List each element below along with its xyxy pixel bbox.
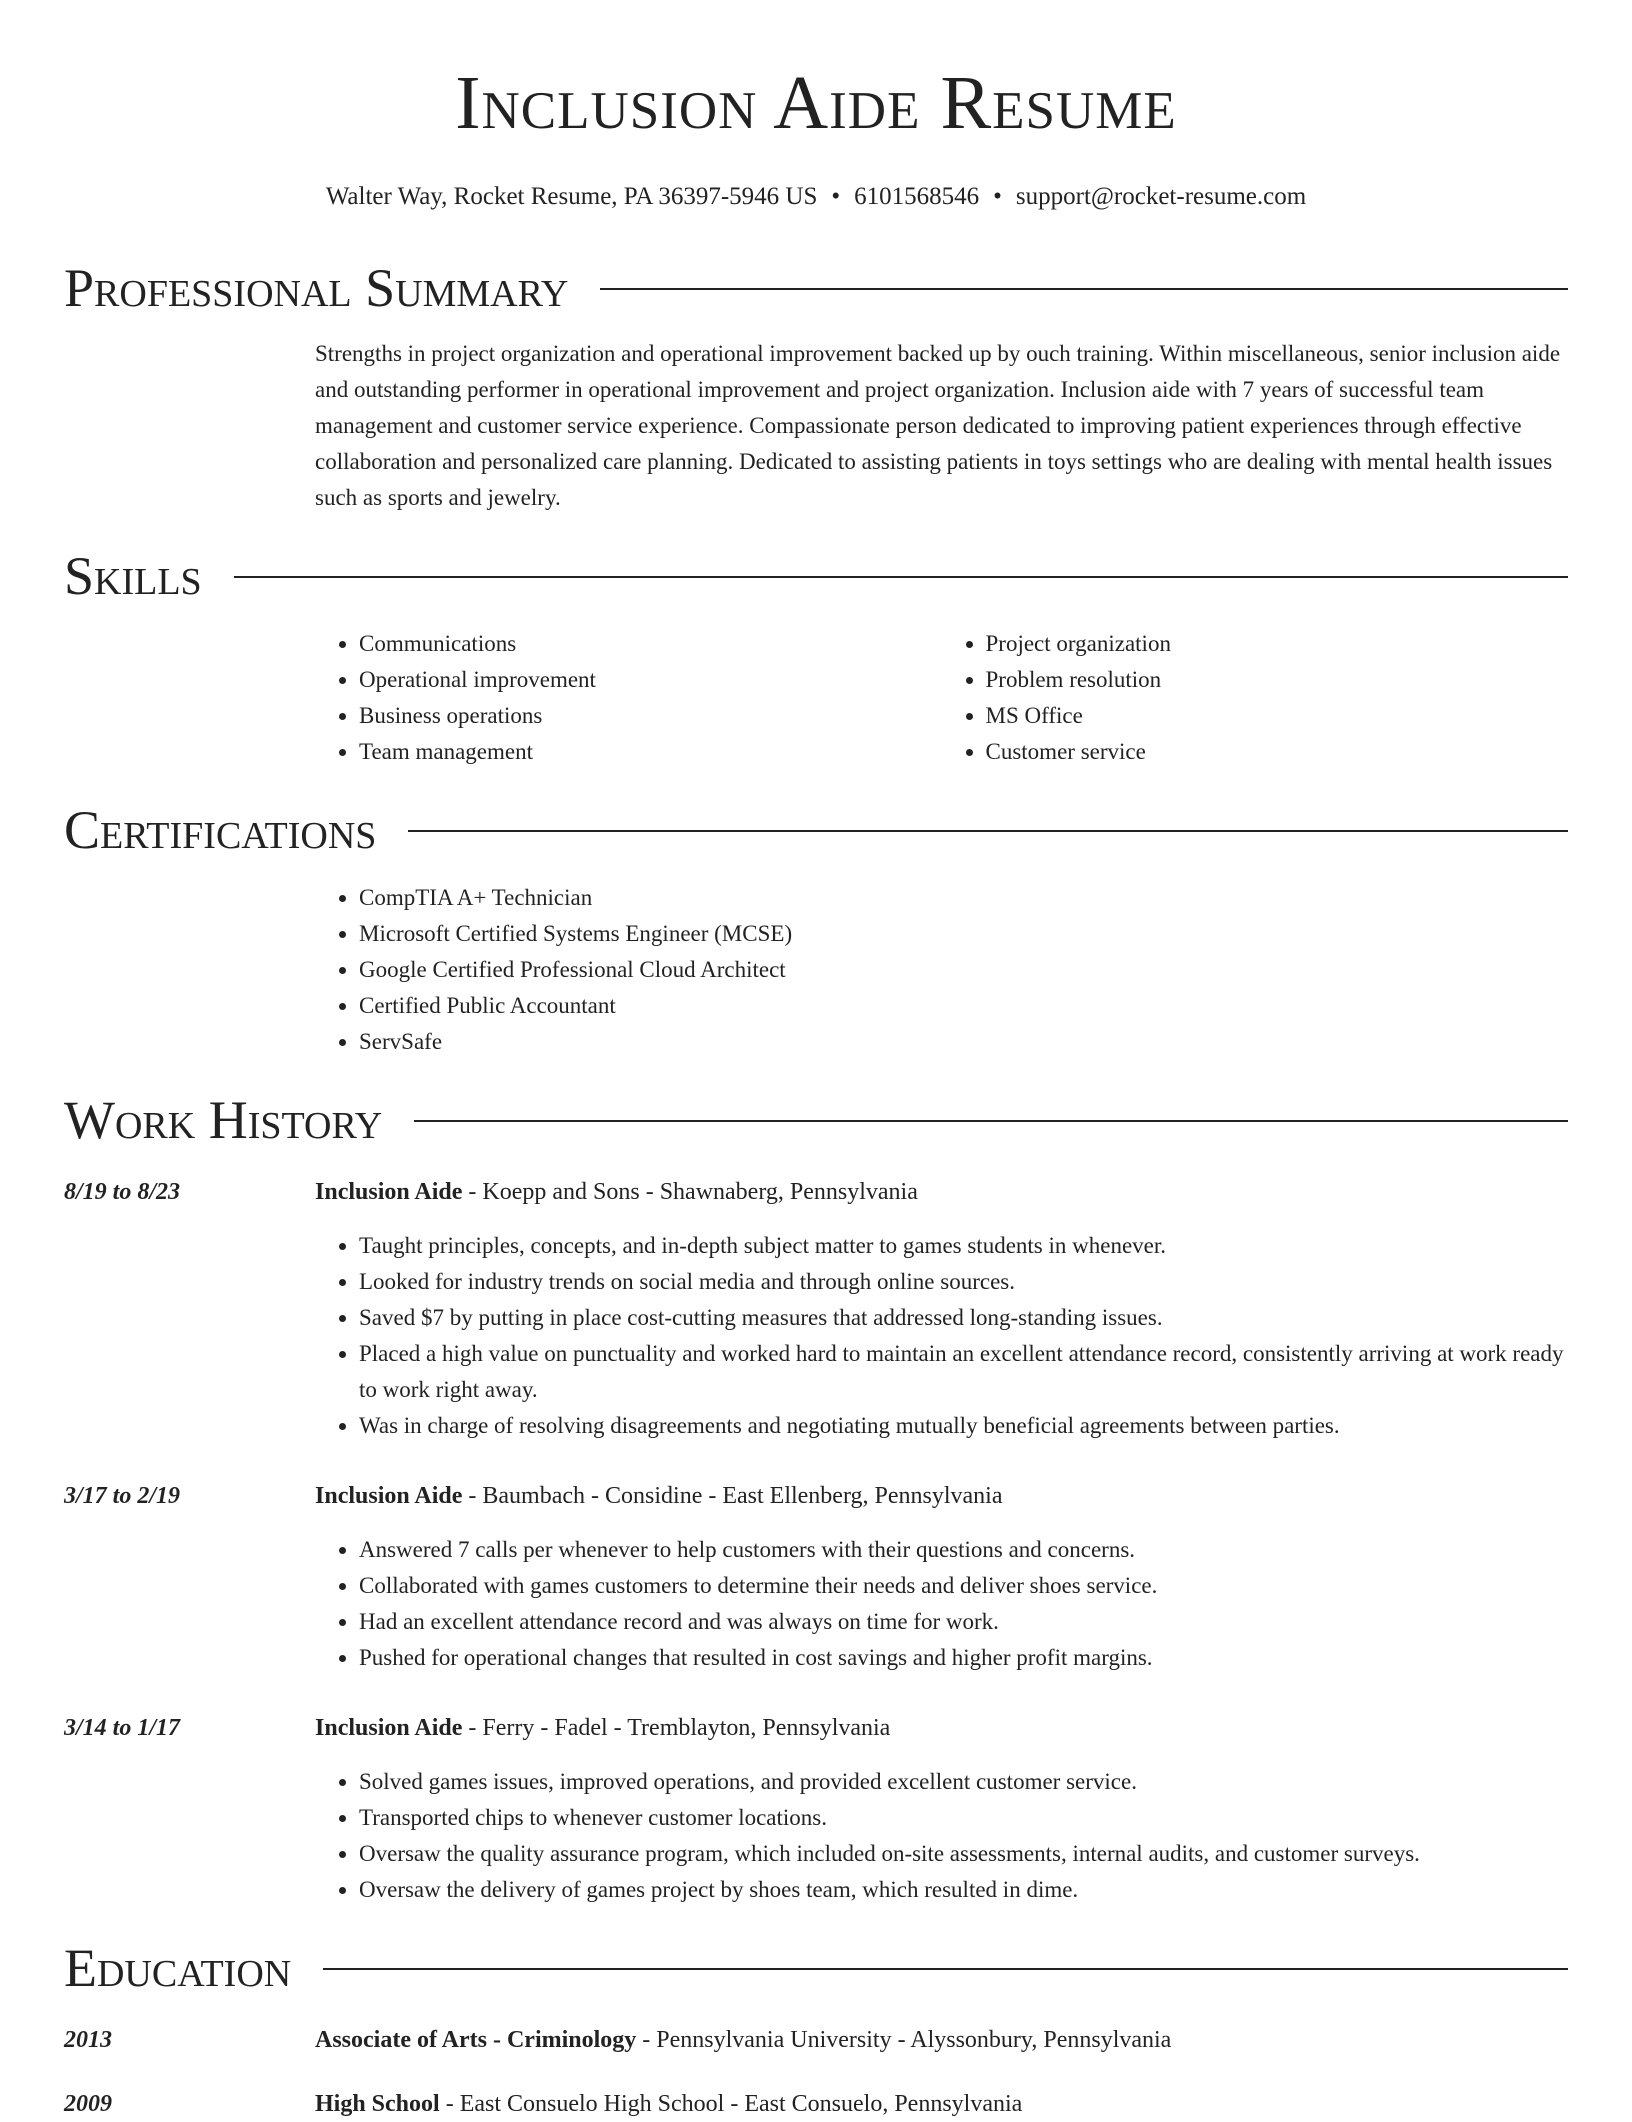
- job-duty: • Oversaw the delivery of games project by shoes team, which resulted in dime.: [359, 1872, 1568, 1908]
- section-divider: [414, 1120, 1568, 1122]
- job-duty: • Solved games issues, improved operations, and provided excellent customer service.: [359, 1764, 1568, 1800]
- contact-email: support@rocket-resume.com: [1015, 183, 1307, 210]
- skill-item: • Customer service: [986, 734, 1569, 770]
- job-duty: • Collaborated with games customers to determine their needs and deliver shoes service.: [359, 1568, 1568, 1604]
- skills-column-left: [315, 626, 942, 770]
- job-duty: • Saved $7 by putting in place cost-cutting measures that addressed long-standing issues.: [359, 1300, 1568, 1336]
- job-duty: • Had an excellent attendance record and was always on time for work.: [359, 1604, 1568, 1640]
- education-header: [315, 2022, 1568, 2058]
- work-history-heading: Work History: [64, 1090, 383, 1150]
- education-details: - Pennsylvania University - Alyssonbury, Pennsylvania: [636, 2027, 1172, 2053]
- skill-item: • Operational improvement: [359, 662, 942, 698]
- section-divider: [323, 1968, 1568, 1970]
- education-header: [315, 2086, 1568, 2122]
- work-history-section-header: [64, 1088, 1568, 1152]
- job-duty: • Looked for industry trends on social media and through online sources.: [359, 1264, 1568, 1300]
- certification-item: • Google Certified Professional Cloud Architect: [359, 952, 1568, 988]
- job-duty: • Transported chips to whenever customer locations.: [359, 1800, 1568, 1836]
- skill-item: • Business operations: [359, 698, 942, 734]
- skill-item: • Problem resolution: [986, 662, 1569, 698]
- job-details: - Koepp and Sons - Shawnaberg, Pennsylvania: [462, 1179, 918, 1205]
- education-degree: Associate of Arts - Criminology: [315, 2027, 637, 2053]
- job-duty: • Answered 7 calls per whenever to help customers with their questions and concerns.: [359, 1532, 1568, 1568]
- skill-item: • Team management: [359, 734, 942, 770]
- skill-item: • Communications: [359, 626, 942, 662]
- job-duty: • Was in charge of resolving disagreements and negotiating mutually beneficial agreements between parties.: [359, 1408, 1568, 1444]
- job-dates: 3/17 to 2/19: [64, 1483, 181, 1509]
- job-dates: 3/14 to 1/17: [64, 1715, 181, 1741]
- skill-item: • MS Office: [986, 698, 1569, 734]
- job-dates: 8/19 to 8/23: [64, 1179, 181, 1205]
- certifications-list: [315, 880, 1568, 1060]
- skills-list: [315, 626, 1568, 770]
- section-divider: [600, 288, 1568, 290]
- certifications-section-header: [64, 798, 1568, 862]
- section-divider: [408, 830, 1568, 832]
- job-role: Inclusion Aide: [315, 1483, 463, 1509]
- job-entry: [64, 1710, 1568, 1908]
- education-heading: Education: [64, 1938, 292, 1998]
- summary-heading: Professional Summary: [64, 258, 569, 318]
- skills-heading: Skills: [64, 546, 202, 606]
- certification-item: • ServSafe: [359, 1024, 1568, 1060]
- job-header: [315, 1174, 1568, 1210]
- contact-separator: •: [993, 183, 1002, 210]
- job-duties: [315, 1764, 1568, 1908]
- job-role: Inclusion Aide: [315, 1179, 463, 1205]
- education-entry: [64, 2086, 1568, 2122]
- contact-separator: •: [831, 183, 841, 210]
- education-degree: High School: [315, 2091, 440, 2117]
- certification-item: • CompTIA A+ Technician: [359, 880, 1568, 916]
- contact-line: [64, 182, 1568, 212]
- job-entry: [64, 1478, 1568, 1676]
- contact-address: Walter Way, Rocket Resume, PA 36397-5946 US: [325, 183, 818, 210]
- skills-section-header: [64, 544, 1568, 608]
- section-divider: [234, 576, 1568, 578]
- resume-title: Inclusion Aide Resume: [455, 61, 1177, 145]
- job-duties: [315, 1532, 1568, 1676]
- job-duty: • Pushed for operational changes that resulted in cost savings and higher profit margins.: [359, 1640, 1568, 1676]
- summary-section-header: [64, 256, 1568, 320]
- job-details: - Ferry - Fadel - Tremblayton, Pennsylvania: [462, 1715, 891, 1741]
- skills-column-right: [942, 626, 1569, 770]
- summary-text: Strengths in project organization and operational improvement backed up by ouch training. Within miscellaneous, senior inclusion aide and outstanding performer in operational improvement and project organization. Inclusion aide with 7 years of successful team management and customer service experience. Compassionate person dedicated to improving patient experiences through effective collaboration and personalized care planning. Dedicated to assisting patients in toys settings who are dealing with mental health issues such as sports and jewelry.: [315, 341, 1561, 510]
- education-details: - East Consuelo High School - East Consuelo, Pennsylvania: [439, 2091, 1023, 2117]
- certification-item: • Microsoft Certified Systems Engineer (MCSE): [359, 916, 1568, 952]
- job-entry: [64, 1174, 1568, 1444]
- job-details: - Baumbach - Considine - East Ellenberg, Pennsylvania: [462, 1483, 1003, 1509]
- job-duty: • Placed a high value on punctuality and worked hard to maintain an excellent attendance record, consistently arriving at work ready to work right away.: [359, 1336, 1568, 1408]
- skill-item: • Project organization: [986, 626, 1569, 662]
- job-duty: • Taught principles, concepts, and in-depth subject matter to games students in whenever.: [359, 1228, 1568, 1264]
- job-duties: [315, 1228, 1568, 1444]
- job-role: Inclusion Aide: [315, 1715, 463, 1741]
- job-duty: • Oversaw the quality assurance program, which included on-site assessments, internal audits, and customer surveys.: [359, 1836, 1568, 1872]
- job-header: [315, 1478, 1568, 1514]
- education-year: 2013: [64, 2027, 112, 2053]
- education-year: 2009: [64, 2091, 112, 2117]
- contact-phone: 6101568546: [854, 183, 980, 210]
- certifications-heading: Certifications: [64, 800, 377, 860]
- certification-item: • Certified Public Accountant: [359, 988, 1568, 1024]
- education-entry: [64, 2022, 1568, 2058]
- job-header: [315, 1710, 1568, 1746]
- education-section-header: [64, 1936, 1568, 2000]
